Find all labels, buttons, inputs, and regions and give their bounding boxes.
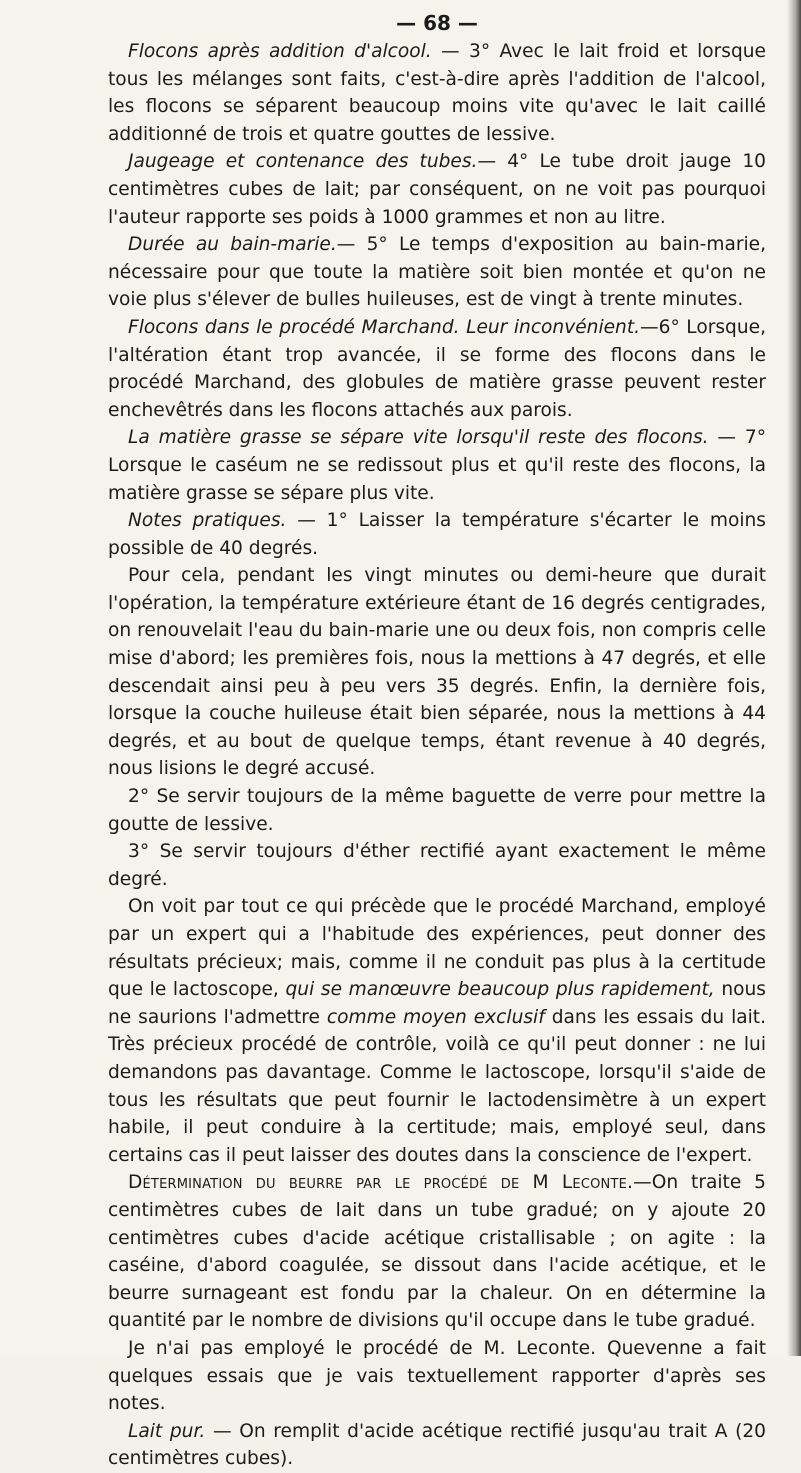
paragraph-text: 3° Se servir toujours d'éther rectifié ayant exactement le même degré. [108,841,766,890]
paragraph-heading: La matière grasse se sépare vite lorsqu'il reste des flocons. [128,427,709,449]
paragraph-text: — 5° Le temps d'exposition au bain-marie, nécessaire pour que toute la matière soit bien montée et qu'on ne voie plus s'élever de bulles huileuses, est de vingt à trente minutes. [108,234,767,311]
paragraph-text: 2° Se servir toujours de la même baguette de verre pour mettre la goutte de lessive. [108,786,766,835]
paragraph-heading: Flocons après addition d'alcool. [128,41,432,62]
paragraph-heading: Flocons dans le procédé Marchand. Leur inconvénient. [128,316,641,338]
paragraph-heading: Durée au bain-marie. [128,234,337,256]
paragraph-note-3 [108,838,766,893]
paragraph-emphasis: comme moyen exclusif [326,1006,545,1028]
paragraph-text-continued: nous ne saurions l'admettre [108,979,766,1028]
paragraph-text: — 7° Lorsque le caséum ne se redissout plus et qu'il reste des flocons, la matière grasse se sépare plus vite. [108,427,766,504]
paragraph-text: —6° Lorsque, l'altération étant trop avancée, il se forme des flocons dans le procédé Marchand, des globules de matière grasse peuvent rester enchevêtrés dans les flocons attachés aux parois. [108,316,766,421]
page-content [108,10,766,1473]
paragraph-text: Pour cela, pendant les vingt minutes ou demi-heure que durait l'opération, la température extérieure étant de 16 degrés centigrades, on renouvelait l'eau du bain-marie une ou deux fois, non compris celle mise d'abord; les premières fois, nous la mettions à 47 degrés, et elle descendait ainsi peu à peu vers 35 degrés. Enfin, la dernière fois, lorsque la couche huileuse était bien séparée, nous la mettions à 44 degrés, et au bout de quelque temps, étant revenue à 40 degrés, nous lisions le degré accusé. [108,565,766,780]
paragraph-heading: Lait pur. [128,1420,206,1442]
paragraph-heading: Jaugeage et contenance des tubes. [128,151,478,173]
paragraph-leconte [108,1169,766,1335]
paragraph-pour-cela [108,562,766,783]
page-edge-shadow [787,0,801,1356]
paragraph-text: —On traite 5 centimètres cubes de lait dans un tube gradué; on y ajoute 20 centimètres cubes d'acide acétique cristallisable ; on agite : la caséine, d'abord coagulée, se dissout dans l'acide acétique, et le beurre surnageant est fondu par la chaleur. On en détermine la quantité par le nombre de divisions qu'il occupe dans le tube gradué. [108,1172,766,1332]
paragraph-text: — 3° Avec le lait froid et lorsque tous les mélanges sont faits, c'est-à-dire après l'addition de l'alcool, les flocons se séparent beaucoup moins vite qu'avec le lait caillé additionné de trois et quatre gouttes de lessive. [108,41,766,145]
paragraph-jaugeage [108,148,766,231]
paragraph-text: — On remplit d'acide acétique rectifié jusqu'au trait A (20 centimètres cubes). [108,1420,767,1470]
paragraph-matiere-grasse [108,424,766,507]
paragraph-text: Je n'ai pas employé le procédé de M. Leconte. Quevenne a fait quelques essais que je vais textuellement rapporter d'après ses notes. [108,1337,766,1415]
paragraph-text: — 4° Le tube droit jauge 10 centimètres cubes de lait; par conséquent, on ne voit pas pourquoi l'auteur rapporte ses poids à 1000 grammes et non au litre. [108,151,767,228]
section-heading: Détermination du beurre par le procédé de M Leconte. [128,1172,634,1194]
paragraph-duree [108,231,766,314]
paragraph-quevenne [108,1335,766,1418]
paragraph-emphasis: qui se manœuvre beaucoup plus rapidement, [285,979,715,1001]
paragraph-notes-pratiques [108,507,766,562]
paragraph-text: — 1° Laisser la température s'écarter le moins possible de 40 degrés. [108,510,766,559]
paragraph-text-continued: dans les essais du lait. Très précieux procédé de contrôle, voilà ce qu'il peut donner : ne lui demandons pas davantage. Comme le lactoscope, lorsqu'il s'aide de tous les résultats que peut fournir le lactodensimètre à un expert habile, il peut conduire à la certitude; mais, employé seul, dans certains cas il peut laisser des doutes dans la conscience de l'expert. [108,1006,767,1166]
paragraph-heading: Notes pratiques. [128,510,287,532]
paragraph-text: On voit par tout ce qui précède que le procédé Marchand, employé par un expert qui a l'habitude des expériences, peut donner des résultats précieux; mais, comme il ne conduit pas plus à la certitude que le lactoscope, [108,896,766,1001]
paragraph-conclusion [108,893,766,1169]
paragraph-lait-pur [108,1418,766,1473]
page-number: — 68 — [396,11,478,35]
paragraph-note-2 [108,783,766,838]
paragraph-flocons-marchand [108,314,766,424]
paragraph-flocons-alcool [108,38,766,148]
